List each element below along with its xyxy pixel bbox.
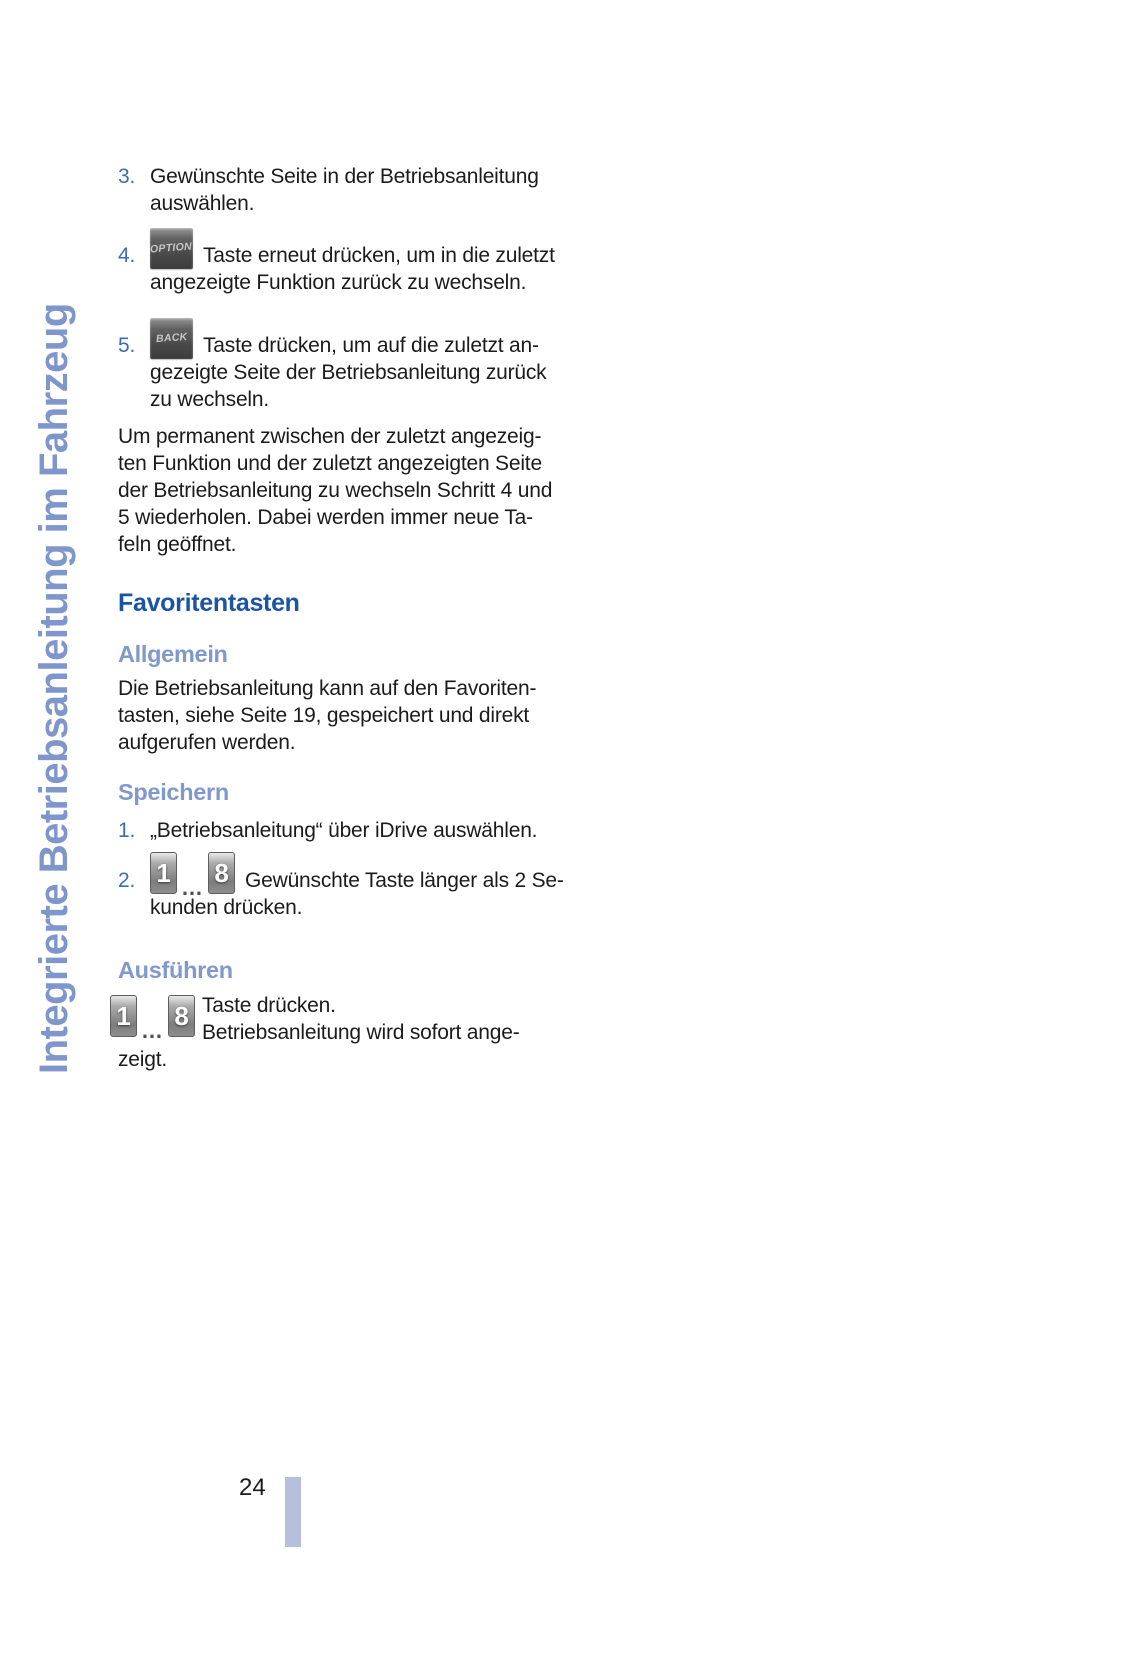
step-number: 1. xyxy=(118,819,136,842)
execute-block xyxy=(118,992,563,1073)
paragraph-line: der Betriebsanleitung zu wechseln Schritt 4 und xyxy=(118,479,553,502)
key-text-row xyxy=(150,850,564,900)
step-number: 2. xyxy=(118,869,136,892)
paragraph-switching xyxy=(118,423,563,558)
paragraph-allgemein xyxy=(118,675,563,756)
subsection-heading-ausfuehren: Ausführen xyxy=(118,957,233,983)
favorites-keys-icon xyxy=(110,995,195,1043)
paragraph-line: aufgerufen werden. xyxy=(118,731,296,754)
sidebar-chapter-title: Integrierte Betriebsanleitung im Fahrzeug xyxy=(32,303,76,1074)
step-item-4 xyxy=(118,227,563,296)
step-item-2 xyxy=(118,850,563,921)
num-key-8: 8 xyxy=(208,852,235,894)
step-text-line: „Betriebsanleitung“ über iDrive auswählen. xyxy=(150,819,538,842)
ellipsis-dots: … xyxy=(181,875,204,900)
step-item-3 xyxy=(118,163,563,217)
back-key-icon xyxy=(150,318,193,359)
section-heading-favoritentasten: Favoritentasten xyxy=(118,589,300,617)
key-label: BACK xyxy=(155,330,188,346)
paragraph-line: ten Funktion und der zuletzt angezeigten Seite xyxy=(118,452,542,475)
paragraph-line: Um permanent zwischen der zuletzt angezeig- xyxy=(118,425,542,448)
step-text-line: angezeigte Funktion zurück zu wechseln. xyxy=(150,271,527,294)
paragraph-line: 5 wiederholen. Dabei werden immer neue Ta- xyxy=(118,506,533,529)
step-text-line: zu wechseln. xyxy=(150,388,269,411)
key-label: OPTION xyxy=(150,240,193,256)
key-text-row xyxy=(150,317,563,359)
ellipsis-dots: … xyxy=(141,1018,164,1043)
step-text-line: Taste erneut drücken, um in die zuletzt xyxy=(203,244,555,267)
step-item-5 xyxy=(118,317,563,413)
paragraph-line: feln geöffnet. xyxy=(118,533,237,556)
content-column xyxy=(118,150,563,1073)
key-text-row xyxy=(150,227,563,269)
step-text-line: gezeigte Seite der Betriebsanleitung zurück xyxy=(150,361,547,384)
num-key-1: 1 xyxy=(150,852,177,894)
paragraph-line: zeigt. xyxy=(118,1048,167,1071)
step-text-line: kunden drücken. xyxy=(150,896,303,919)
paragraph-line: Die Betriebsanleitung kann auf den Favoriten- xyxy=(118,677,537,700)
paragraph-line: Betriebsanleitung wird sofort ange- xyxy=(202,1021,520,1044)
step-text-line: Taste drücken, um auf die zuletzt an- xyxy=(203,334,539,357)
subsection-heading-speichern: Speichern xyxy=(118,779,229,805)
step-text-line: Gewünschte Taste länger als 2 Se- xyxy=(245,869,564,892)
subsection-heading-allgemein: Allgemein xyxy=(118,641,228,667)
paragraph-line: tasten, siehe Seite 19, gespeichert und direkt xyxy=(118,704,530,727)
footer-bar xyxy=(285,1477,301,1547)
step-number: 3. xyxy=(118,165,136,188)
step-text-line: Gewünschte Seite in der Betriebsanleitung xyxy=(150,165,539,188)
step-number: 5. xyxy=(118,334,136,357)
num-key-8: 8 xyxy=(168,995,195,1037)
page-number: 24 xyxy=(239,1474,266,1501)
step-number: 4. xyxy=(118,244,136,267)
paragraph-line: Taste drücken. xyxy=(202,994,336,1017)
option-key-icon xyxy=(150,228,193,269)
step-item-1 xyxy=(118,817,563,844)
step-text-line: auswählen. xyxy=(150,192,255,215)
favorites-keys-icon xyxy=(150,852,235,900)
num-key-1: 1 xyxy=(110,995,137,1037)
